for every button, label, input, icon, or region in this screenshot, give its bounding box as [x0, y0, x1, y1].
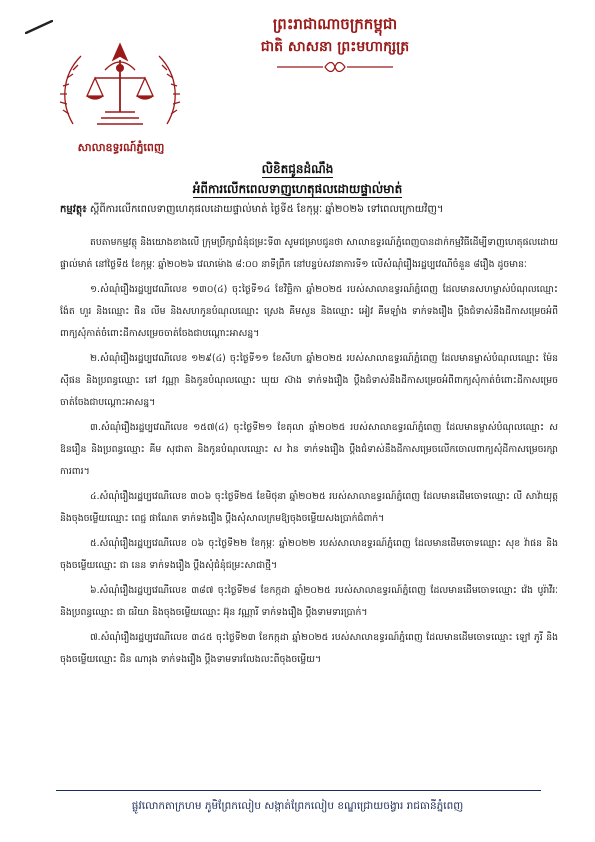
document-subtitle: អំពីការលើកពេលទាញហេតុផលដោយផ្ទាល់មាត់ [192, 182, 403, 196]
subject-text: ស្តីពីការលើកពេលទាញហេតុផលដោយផ្ទាល់មាត់ ថ្ងៃទី៥ ខែកុម្ភៈ ឆ្នាំ២០២៦ ទៅពេលក្រោយវិញ។ [89, 204, 444, 215]
document-body [60, 232, 558, 674]
subject-label: កម្មវត្ថុ៖ [60, 204, 87, 215]
case-item-1: ១.សំណុំរឿងរដ្ឋប្បវេណីលេខ ១៣០(៤) ចុះថ្ងៃទី១៤ ខែវិច្ឆិកា ឆ្នាំ២០២៥ របស់សាលាឧទ្ធរណ៍ភ្នំពេញ ដែលមានសហម្ចាស់បំណុលឈ្មោះ ង៉ែត ហួរ និងឈ្មោះ ផិន លីម និងសហកូនបំណុលឈ្មោះ ស្រេង គីមសួន និងឈ្មោះ អៀវ គីមឡាំង ទាក់ទងរឿង ប្តឹងជំទាស់នឹងដីកាសម្រេចអំពីពាក្យសុំកាត់ចំពោះដីកាសម្រេចចាត់ចែងជាបណ្តោះអាសន្ន។ [60, 284, 558, 339]
case-item-2: ២.សំណុំរឿងរដ្ឋប្បវេណីលេខ ១២៩(៤) ចុះថ្ងៃទី១១ ខែសីហា ឆ្នាំ២០២៥ របស់សាលាឧទ្ធរណ៍ភ្នំពេញ ដែលមានម្ចាស់បំណុលឈ្មោះ ម៉ែន ស៊ីផន និងប្រពន្ធឈ្មោះ នៅ វណ្ណា និងកូនបំណុលឈ្មោះ ឃុយ ស៊ាង ទាក់ទងរឿង ប្តឹងជំទាស់នឹងដីកាសម្រេចអំពីពាក្យសុំកាត់ចំពោះដីកាសម្រេចចាត់ចែងជាបណ្តោះអាសន្ន។ [60, 353, 558, 408]
court-name: សាលាឧទ្ធរណ៍ភ្នំពេញ [77, 141, 165, 154]
intro-paragraph: តបតាមកម្មវត្ថុ និងយោងខាងលើ ក្រុមប្រឹក្សាជំនុំជម្រះទី៣ សូមជម្រាបជូនថា សាលាឧទ្ធរណ៍ភ្នំពេញបានដាក់កម្មវិធីដើម្បីទាញហេតុផលដោយផ្ទាល់មាត់ នៅថ្ងៃទី៥ ខែកុម្ភៈ ឆ្នាំ២០២៦ វេលាម៉ោង ៨:០០ នាទីព្រឹក នៅបន្ទប់សវនាការទី១ លើសំណុំរឿងរដ្ឋប្បវេណីចំនួន ៨រឿង ដូចមានៈ [60, 237, 558, 270]
case-item-3: ៣.សំណុំរឿងរដ្ឋប្បវេណីលេខ ១៥៧(៤) ចុះថ្ងៃទី២១ ខែតុលា ឆ្នាំ២០២៥ របស់សាលាឧទ្ធរណ៍ភ្នំពេញ ដែលមានម្ចាស់បំណុលឈ្មោះ ស ឱនរឿន និងប្រពន្ធឈ្មោះ គីម សុជាតា និងកូនបំណុលឈ្មោះ ស វ៉ាន ទាក់ទងរឿង ប្តឹងជំទាស់នឹងដីកាសម្រេចលើកចោលពាក្យសុំដីកាសម្រេចរក្សាការពារ។ [60, 422, 558, 477]
case-item-7: ៧.សំណុំរឿងរដ្ឋប្បវេណីលេខ ៣៤៥ ចុះថ្ងៃទី២៣ ខែកក្កដា ឆ្នាំ២០២៥ របស់សាលាឧទ្ធរណ៍ភ្នំពេញ ដែលមានដើមចោទឈ្មោះ ឡៅ ភូរី និងចុងចម្លើយឈ្មោះ ជិន ណារុង ទាក់ទងរឿង ប្តឹងទាមទារលែងលះពីចុងចម្លើយ។ [60, 632, 558, 665]
national-motto: ជាតិ សាសនា ព្រះមហាក្សត្រ [260, 39, 410, 55]
motto-flourish-icon [275, 61, 395, 73]
case-item-4: ៤.សំណុំរឿងរដ្ឋប្បវេណីលេខ ៣០៦ ចុះថ្ងៃទី២៥ ខែមិថុនា ឆ្នាំ២០២៥ របស់សាលាឧទ្ធរណ៍ភ្នំពេញ ដែលមានដើមចោទឈ្មោះ លី សាវ៉ាយុត្ត និងចុងចម្លើយឈ្មោះ ពេជ្ជ ផាណែត ទាក់ទងរឿង ប្តឹងសុំសាលក្រមឱ្យចុងចម្លើយសងប្រាក់ជំពាក់។ [60, 491, 558, 524]
subject-line [60, 202, 560, 218]
case-item-5: ៥.សំណុំរឿងរដ្ឋប្បវេណីលេខ ០៦ ចុះថ្ងៃទី២២ ខែកុម្ភៈ ឆ្នាំ២០២២ របស់សាលាឧទ្ធរណ៍ភ្នំពេញ ដែលមានដើមចោទឈ្មោះ សុខ វ៉ាផន និងចុងចម្លើយឈ្មោះ ជា នេន ទាក់ទងរឿង ប្តឹងសុំជំនុំជម្រះសាជាថ្មី។ [60, 538, 558, 571]
court-emblem-logo [55, 38, 185, 134]
kingdom-name: ព្រះរាជាណាចក្រកម្ពុជា [272, 15, 398, 33]
footer-address: ផ្លូវលោកតាក្រហម ភូមិព្រែកលៀប សង្កាត់ព្រែកលៀប ខណ្ឌជ្រោយចង្វារ រាជធានីភ្នំពេញ [131, 800, 464, 812]
kingdom-header [150, 12, 520, 73]
case-item-6: ៦.សំណុំរឿងរដ្ឋប្បវេណីលេខ ៣៨៧ ចុះថ្ងៃទី២៨ ខែកក្កដា ឆ្នាំ២០២៥ របស់សាលាឧទ្ធរណ៍ភ្នំពេញ ដែលមានដើមចោទឈ្មោះ វ៉េង បូរ៉ាវីរៈ និងប្រពន្ធឈ្មោះ ជា ធរិយា និងចុងចម្លើយឈ្មោះ អ៊ុន វណ្ណារី ទាក់ទងរឿង ប្តឹងទាមទារប្រាក់។ [60, 585, 558, 618]
footer-divider [56, 790, 541, 791]
document-title: លិខិតជូនដំណឹង [261, 162, 334, 176]
pen-mark [25, 20, 53, 34]
